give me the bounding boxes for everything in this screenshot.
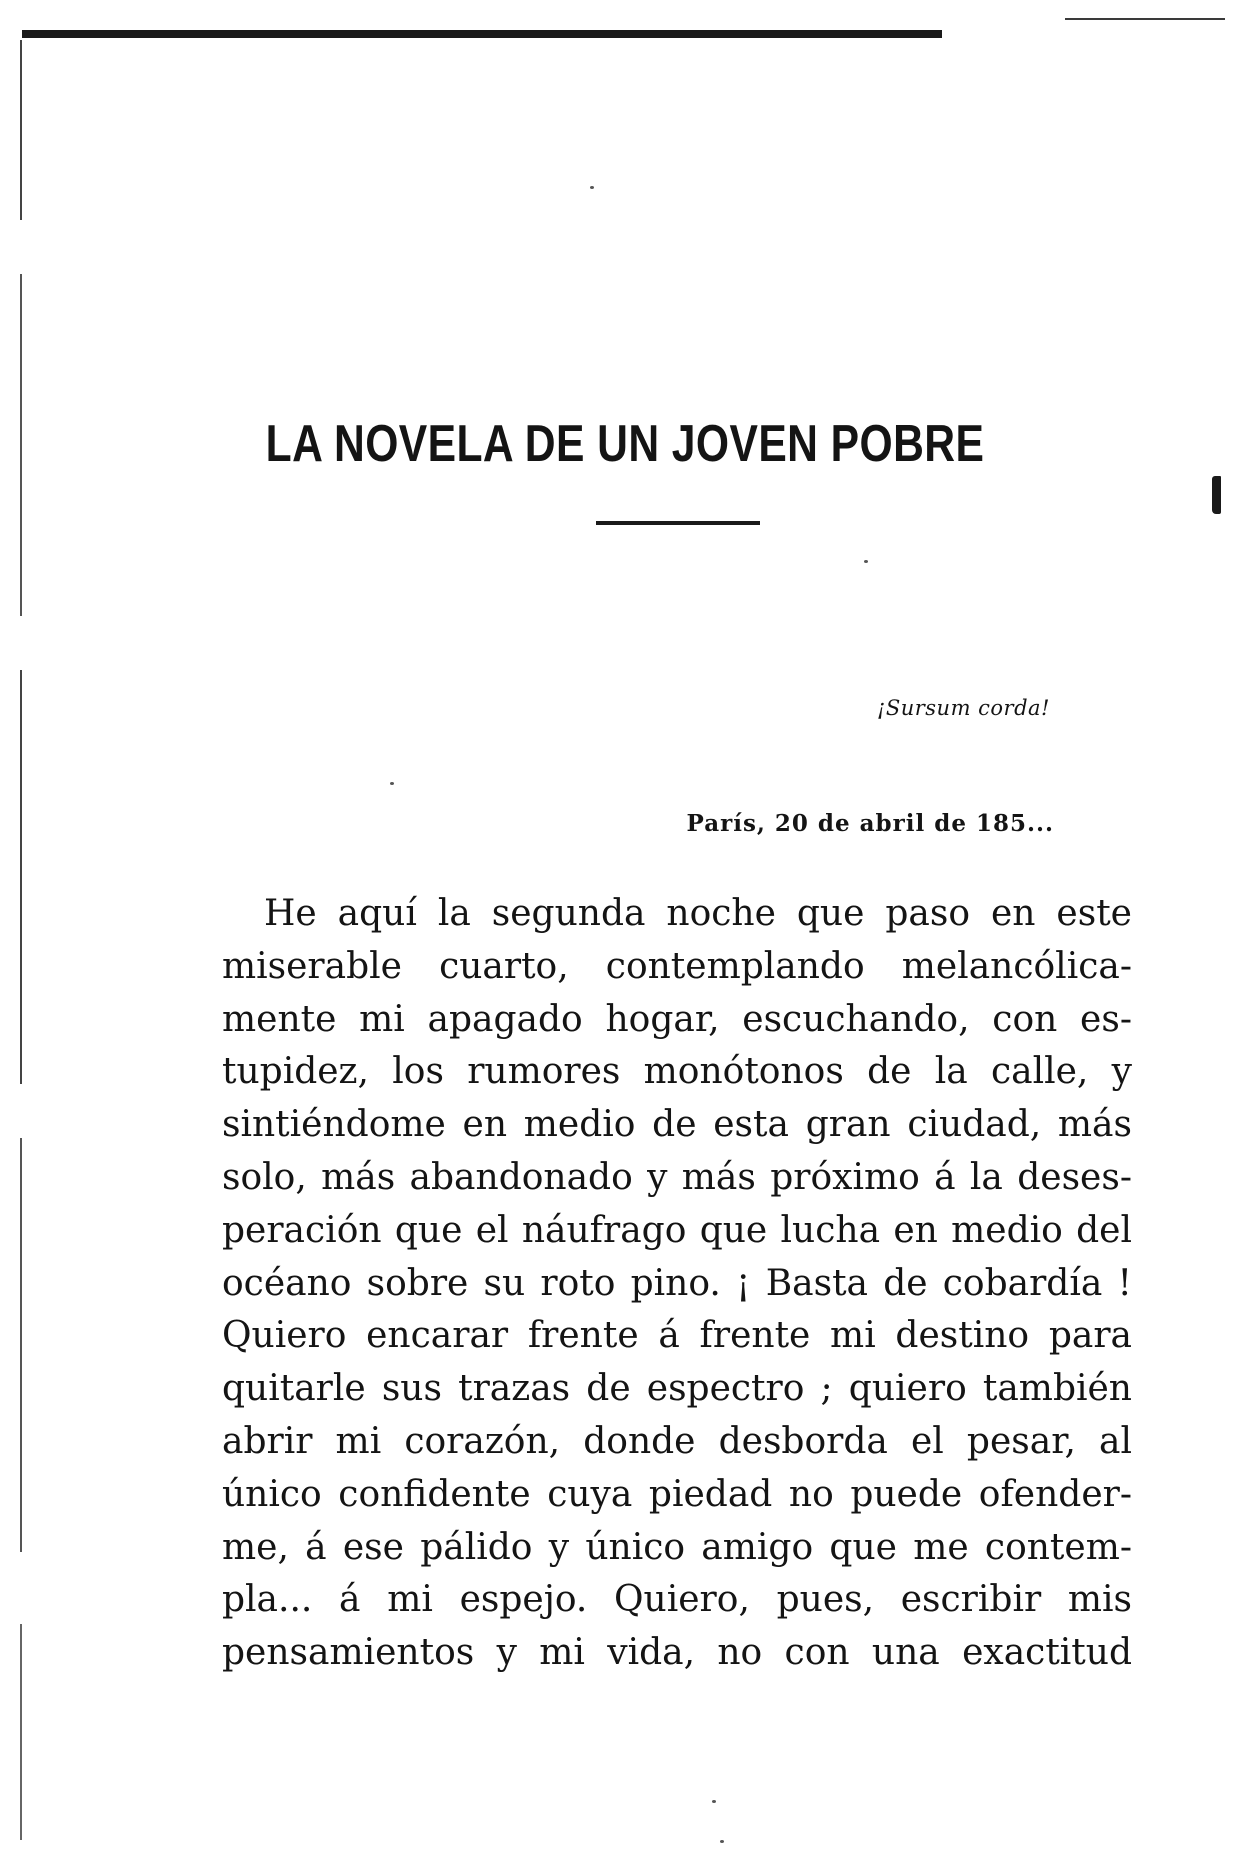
text-line: sintiéndome en medio de esta gran ciudad, más (222, 1104, 1132, 1146)
text-line: peración que el náufrago que lucha en medio del (222, 1209, 1132, 1251)
text-line: abrir mi corazón, donde desborda el pesar, al (222, 1420, 1132, 1462)
body-paragraph (222, 888, 1132, 1680)
text-line: mente mi apagado hogar, escuchando, con es- (222, 998, 1132, 1040)
page-top-rule (22, 30, 942, 38)
text-line: quitarle sus trazas de espectro ; quiero también (222, 1368, 1132, 1410)
text-line: pensamientos y mi vida, no con una exactitud (222, 1632, 1132, 1674)
dateline: París, 20 de abril de 185... (686, 810, 1054, 837)
text-line: océano sobre su roto pino. ¡ Basta de cobardía ! (222, 1262, 1132, 1304)
text-line: miserable cuarto, contemplando melancólica- (222, 945, 1132, 987)
text-line: único confidente cuya piedad no puede ofender- (222, 1473, 1132, 1515)
page-title: LA NOVELA DE UN JOVEN POBRE (265, 415, 985, 473)
page-left-edge (20, 40, 22, 1840)
text-line: He aquí la segunda noche que paso en este (264, 893, 1132, 934)
text-line: Quiero encarar frente á frente mi destino para (222, 1315, 1132, 1357)
text-line: solo, más abandonado y más próximo á la deses- (222, 1156, 1132, 1198)
text-line: pla... á mi espejo. Quiero, pues, escribir mis (222, 1579, 1132, 1621)
text-line: me, á ese pálido y único amigo que me contem- (222, 1526, 1132, 1568)
text-line: tupidez, los rumores monótonos de la calle, y (222, 1051, 1132, 1093)
page-top-thin-rule (1065, 18, 1225, 20)
page-edge-mark (1212, 476, 1221, 514)
title-underline (596, 521, 760, 525)
epigraph: ¡Sursum corda! (876, 696, 1050, 720)
